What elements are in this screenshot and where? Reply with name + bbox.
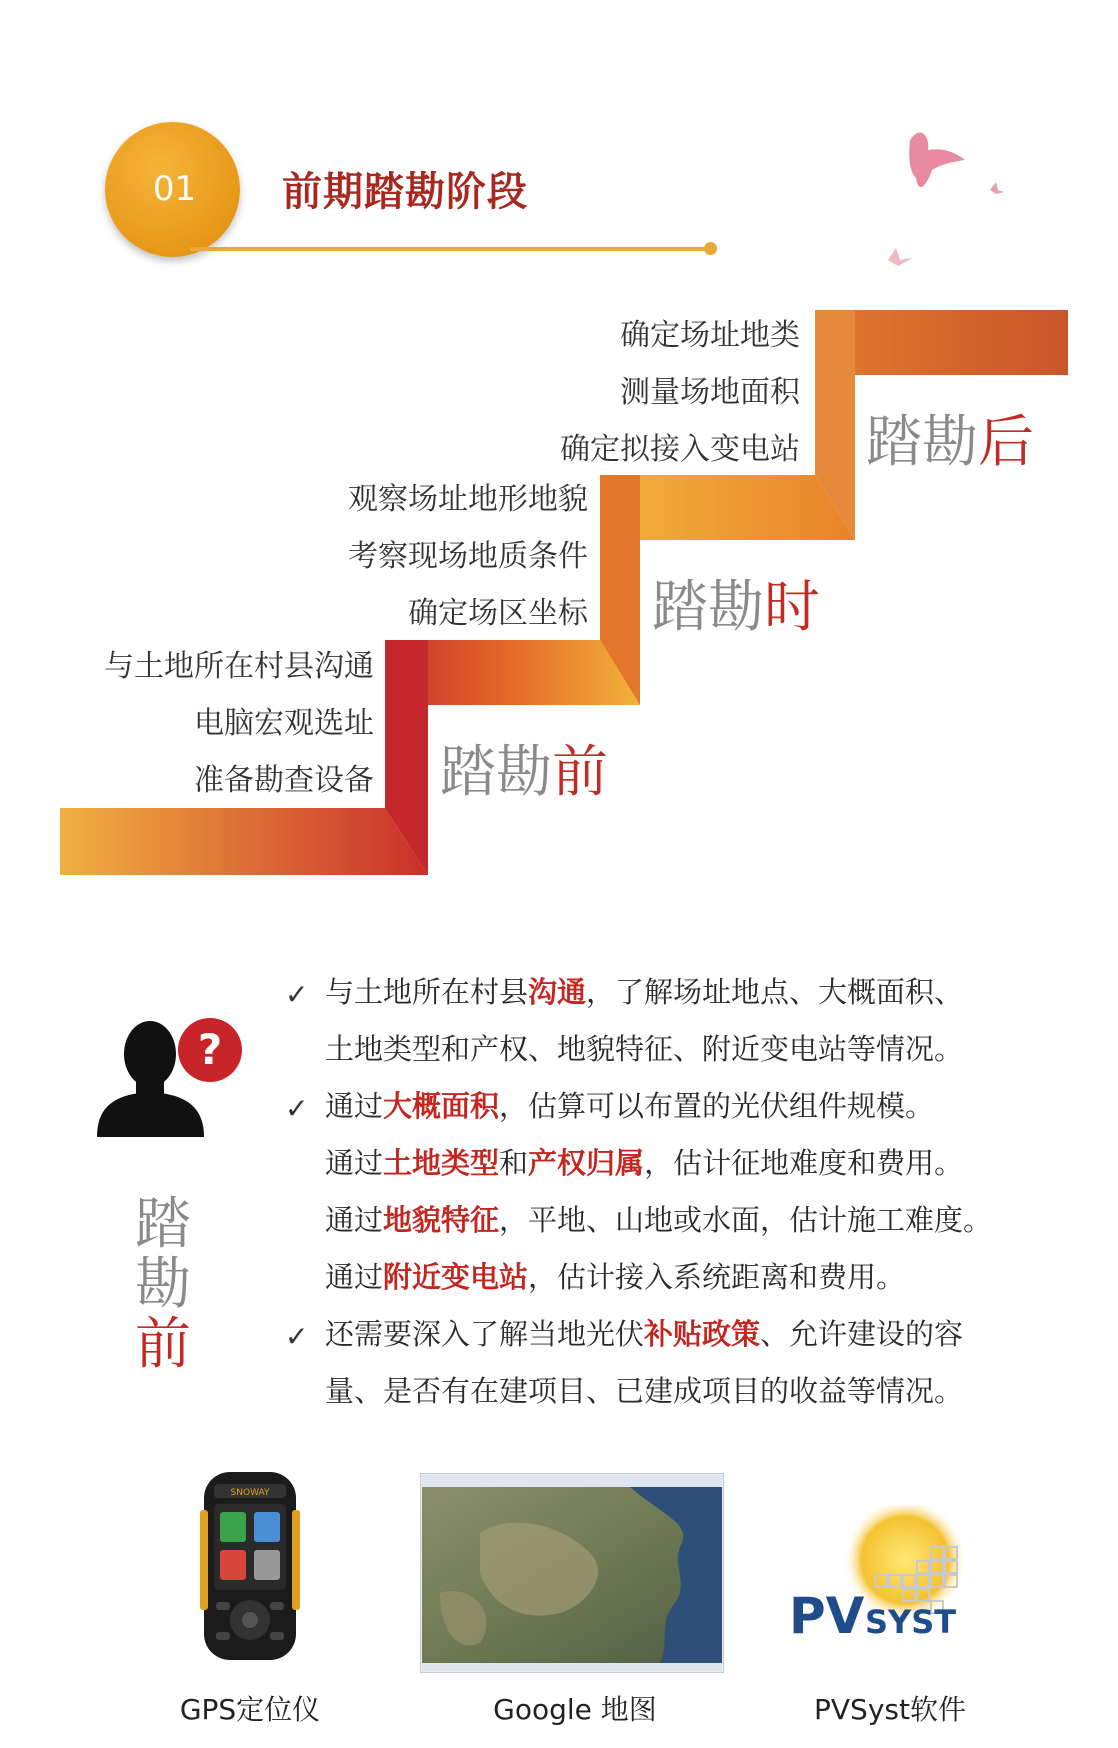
pvsyst-logo-sub: SYST (865, 1603, 957, 1641)
section-number: 01 (152, 169, 197, 209)
gps-caption: GPS定位仪 (179, 1693, 321, 1726)
pvsyst-logo-main: PV (789, 1587, 865, 1645)
pvsyst-caption: PVSyst软件 (814, 1693, 966, 1726)
check-mark-icon: ✓ (285, 978, 309, 1011)
detail-text: 通过 (325, 1089, 384, 1123)
google-map-caption: Google 地图 (493, 1693, 657, 1726)
stage-label-before: 踏勘前 (440, 740, 608, 805)
stage-label-after: 踏勘后 (866, 410, 1034, 475)
before-item-3: 准备勘查设备 (194, 763, 374, 798)
title-underline-dot (704, 242, 717, 255)
stage-label-during: 踏勘时 (652, 575, 820, 640)
detail-line (325, 1312, 963, 1353)
person-question-icon (92, 1012, 252, 1137)
detail-text: 通过 (325, 1146, 384, 1180)
during-item-1: 观察场址地形地貌 (348, 482, 588, 517)
check-mark-icon: ✓ (285, 1320, 309, 1353)
title-underline (190, 247, 710, 251)
detail-text: 通过 (325, 1203, 384, 1237)
after-item-3: 确定拟接入变电站 (560, 432, 800, 467)
detail-text: ，了解场址地点、大概面积、 (586, 975, 964, 1009)
detail-text: 和 (499, 1146, 529, 1180)
detail-text: 还需要深入了解当地光伏 (325, 1317, 645, 1351)
section-title: 前期踏勘阶段 (282, 169, 528, 215)
vertical-stage-label: 踏 勘 前 (135, 1192, 191, 1377)
step-bottom (60, 808, 428, 875)
detail-text: ，估算可以布置的光伏组件规模。 (499, 1089, 935, 1123)
before-item-1: 与土地所在村县沟通 (104, 649, 374, 684)
after-item-1: 确定场址地类 (620, 318, 800, 353)
gps-brand: SNOWAY (230, 1488, 270, 1498)
detail-text: ，估计接入系统距离和费用。 (528, 1260, 906, 1294)
during-item-2: 考察现场地质条件 (348, 539, 588, 574)
highlight-text: 土地类型 (383, 1146, 500, 1180)
highlight-text: 附近变电站 (383, 1260, 529, 1294)
highlight-text: 补贴政策 (644, 1317, 761, 1351)
check-mark-icon: ✓ (285, 1092, 309, 1125)
detail-line (325, 970, 963, 1011)
detail-line (325, 1027, 963, 1068)
highlight-text: 大概面积 (383, 1089, 500, 1123)
highlight-text: 沟通 (528, 975, 587, 1009)
detail-text: 、允许建设的容 (760, 1317, 964, 1351)
section-number-badge (105, 122, 240, 257)
detail-text: 通过 (325, 1260, 384, 1294)
detail-text: 量、是否有在建项目、已建成项目的收益等情况。 (325, 1374, 964, 1408)
detail-line (325, 1084, 934, 1125)
gps-device-image (200, 1470, 300, 1662)
detail-line (325, 1255, 905, 1296)
detail-line (325, 1369, 963, 1410)
detail-line (325, 1198, 992, 1239)
before-item-2: 电脑宏观选址 (194, 706, 374, 741)
birds-decoration (880, 120, 1030, 280)
bird-icon (888, 248, 912, 266)
pvsyst-logo (785, 1505, 1005, 1655)
detail-text: 与土地所在村县 (325, 975, 529, 1009)
detail-text: 土地类型和产权、地貌特征、附近变电站等情况。 (325, 1032, 964, 1066)
during-item-3: 确定场区坐标 (408, 596, 588, 631)
detail-text: ，估计征地难度和费用。 (644, 1146, 964, 1180)
highlight-text: 地貌特征 (383, 1203, 500, 1237)
after-item-2: 测量场地面积 (620, 375, 800, 410)
bird-icon (990, 182, 1004, 194)
highlight-text: 产权归属 (528, 1146, 645, 1180)
detail-text: ，平地、山地或水面，估计施工难度。 (499, 1203, 993, 1237)
bird-icon (909, 133, 965, 187)
detail-line (325, 1141, 963, 1182)
svg-text:?: ? (197, 1025, 223, 1074)
google-map-image (420, 1473, 724, 1673)
